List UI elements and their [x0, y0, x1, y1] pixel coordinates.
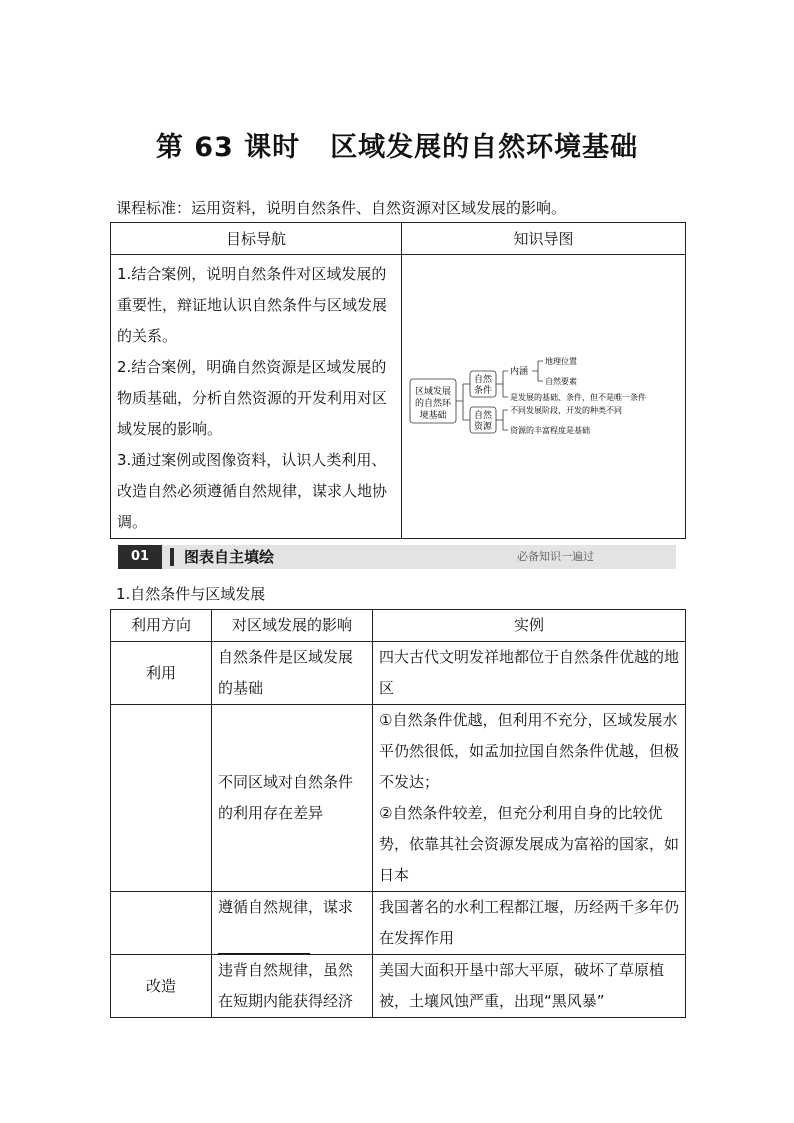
mindmap-leaf-stages: 不同发展阶段，开发的种类不同: [510, 406, 622, 415]
example-item-1: ①自然条件优越，但利用不充分，区域发展水平仍然很低，如孟加拉国自然条件优越，但极不发达；: [379, 711, 680, 791]
effect-cell: 不同区域对自然条件的利用存在差异: [212, 705, 373, 892]
mindmap-root-line2: 的自然环: [414, 399, 452, 409]
effect-cell: [212, 955, 373, 1018]
example-text: 美国大面积开垦中部大平原，破坏了草原植被，土壤风蚀严重，出现“黑风暴”: [379, 961, 665, 1010]
mindmap-root-line3: 境基础: [419, 411, 447, 421]
mindmap-neihan-bracket: [532, 361, 543, 381]
use-cell: 利用: [111, 642, 212, 705]
effect-cell: [212, 892, 373, 955]
curriculum-standard: 课程标准：运用资料，说明自然条件、自然资源对区域发展的影响。: [116, 199, 567, 217]
mindmap-cell: [402, 255, 686, 539]
page-title: [0, 125, 794, 164]
table-row: [111, 705, 686, 892]
subsection-title: 1.自然条件与区域发展: [116, 585, 266, 603]
effect-text: 遵循自然规律，谋求: [218, 898, 354, 916]
mindmap-branch2-line2: 资源: [473, 422, 493, 432]
example-cell: [373, 705, 686, 892]
goal-item-2: 2.结合案例，明确自然资源是区域发展的物质基础，分析自然资源的开发利用对区域发展的影响。: [117, 358, 388, 438]
example-cell: 四大古代文明发祥地都位于自然条件优越的地区: [373, 642, 686, 705]
mindmap-branch2-line1: 自然: [473, 411, 493, 421]
goal-item-3: 3.通过案例或图像资料，认识人类利用、改造自然必须遵循自然规律，谋求人地协调。: [117, 451, 388, 531]
section-label: 图表自主填绘: [184, 548, 275, 566]
header-use-direction: 利用方向: [111, 610, 212, 642]
header-example: 实例: [373, 610, 686, 642]
use-cell-empty: [111, 705, 212, 892]
example-item-2: ②自然条件较差，但充分利用自身的比较优势，依靠其社会资源发展成为富裕的国家，如日本: [379, 804, 680, 884]
effect-text: 违背自然规律，虽然在短期内能获得经济: [218, 961, 354, 1010]
banner-divider: [170, 548, 174, 566]
example-cell: 我国著名的水利工程都江堰，历经两千多年仍在发挥作用: [373, 892, 686, 955]
table-row: [111, 642, 686, 705]
section-number: 01: [118, 545, 162, 569]
goal-item-1: 1.结合案例，说明自然条件对区域发展的重要性，辩证地认识自然条件与区域发展的关系。: [117, 265, 388, 345]
header-effect: 对区域发展的影响: [212, 610, 373, 642]
natural-conditions-table: [110, 609, 686, 1018]
mindmap-leaf-elements: 自然要素: [545, 377, 577, 386]
section-banner: [118, 545, 676, 569]
mindmap-neihan: 内涵: [510, 367, 529, 377]
use-cell: 改造: [111, 955, 212, 1018]
goals-cell: [111, 255, 402, 539]
mindmap-leaf-abundance: 资源的丰富程度是基础: [510, 426, 590, 435]
fill-in-blank[interactable]: [218, 929, 310, 954]
mindmap-leaf-location: 地理位置: [545, 357, 577, 366]
effect-cell: 自然条件是区域发展的基础: [212, 642, 373, 705]
use-cell-empty: [111, 892, 212, 955]
mindmap-leaf-foundation: 是发展的基础、条件，但不是唯一条件: [510, 393, 646, 402]
mindmap-root-line1: 区域发展: [414, 387, 452, 397]
mindmap-branch2-bracket: [496, 410, 508, 430]
lesson-topic: 区域发展的自然环境基础: [330, 132, 639, 163]
mindmap-root-bracket: [456, 384, 470, 420]
header-mindmap: 知识导图: [402, 223, 686, 255]
section-tagline: 必备知识一遍过: [517, 550, 594, 563]
lesson-number: 第 63 课时: [155, 132, 301, 163]
table-row: [111, 955, 686, 1018]
mindmap-branch1-line1: 自然: [473, 375, 493, 385]
mindmap-branch1-line2: 条件: [473, 386, 493, 396]
knowledge-mindmap: [402, 255, 686, 534]
goals-mindmap-table: [110, 222, 686, 539]
example-cell: [373, 955, 686, 1018]
mindmap-branch1-bracket: [496, 371, 508, 397]
header-goals: 目标导航: [111, 223, 402, 255]
table-row: [111, 892, 686, 955]
